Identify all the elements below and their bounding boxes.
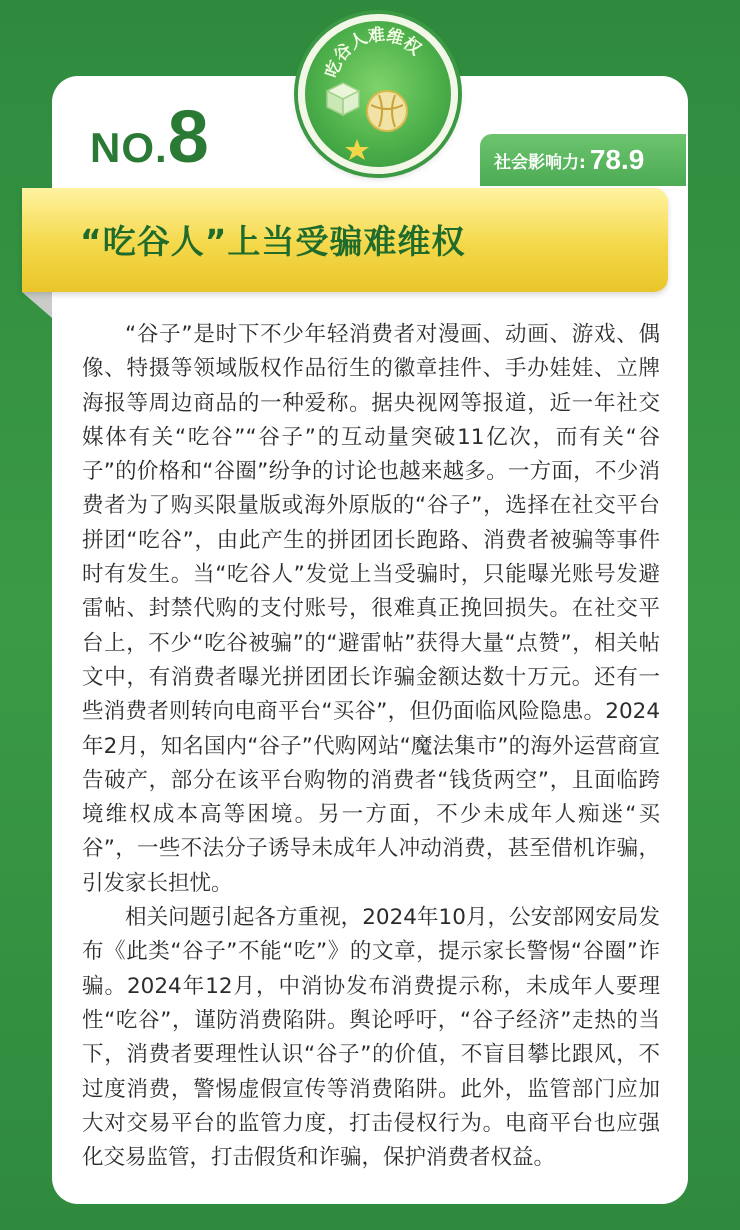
impact-value: 78.9 <box>589 144 645 175</box>
cube-icon <box>327 83 359 115</box>
ball-icon <box>367 91 407 131</box>
badge-text: 吃谷人难维权 <box>322 25 425 81</box>
rank-value: 8 <box>167 95 209 178</box>
topic-badge <box>298 14 458 174</box>
svg-text:吃谷人难维权 <box>321 24 426 80</box>
paragraph-2: 相关问题引起各方重视，2024年10月，公安部网安局发布《此类“谷子”不能“吃”》的文章，提示家长警惕“谷圈”诈骗。2024年12月，中消协发布消费提示称，未成年人要理性“吃谷”，谨防消费陷阱。舆论呼吁，“谷子经济”走热的当下，消费者要理性认识“谷子”的价值，不盲目攀比跟风，不过度消费，警惕虚假宣传等消费陷阱。此外，监管部门应加大对交易平台的监管力度，打击侵权行为。电商平台也应强化交易监管，打击假货和诈骗，保护消费者权益。 <box>82 905 660 1171</box>
badge-art-icon <box>305 21 451 167</box>
article-body <box>82 318 660 1175</box>
rank-prefix: NO. <box>90 124 168 171</box>
paragraph-1: “谷子”是时下不少年轻消费者对漫画、动画、游戏、偶像、特摄等领域版权作品衍生的徽章挂件、手办娃娃、立牌海报等周边商品的一种爱称。据央视网等报道，近一年社交媒体有关“吃谷”“谷子”的互动量突破11亿次，而有关“谷子”的价格和“谷圈”纷争的讨论也越来越多。一方面，不少消费者为了购买限量版或海外原版的“谷子”，选择在社交平台拼团“吃谷”，由此产生的拼团团长跑路、消费者被骗等事件时有发生。当“吃谷人”发觉上当受骗时，只能曝光账号发避雷帖、封禁代购的支付账号，很难真正挽回损失。在社交平台上，不少“吃谷被骗”的“避雷帖”获得大量“点赞”，相关帖文中，有消费者曝光拼团团长诈骗金额达数十万元。还有一些消费者则转向电商平台“买谷”，但仍面临风险隐患。2024年2月，知名国内“谷子”代购网站“魔法集市”的海外运营商宣告破产，部分在该平台购物的消费者“钱货两空”，且面临跨境维权成本高等困境。另一方面，不少未成年人痴迷“买谷”，一些不法分子诱导未成年人冲动消费，甚至借机诈骗，引发家长担忧。 <box>82 322 660 896</box>
article-title: “吃谷人”上当受骗难维权 <box>80 222 466 261</box>
impact-label: 社会影响力: <box>494 152 586 173</box>
ribbon-fold <box>22 292 52 318</box>
title-ribbon <box>22 188 668 292</box>
rank-number <box>90 95 209 178</box>
star-icon <box>345 139 369 160</box>
impact-score-tag <box>480 134 686 186</box>
